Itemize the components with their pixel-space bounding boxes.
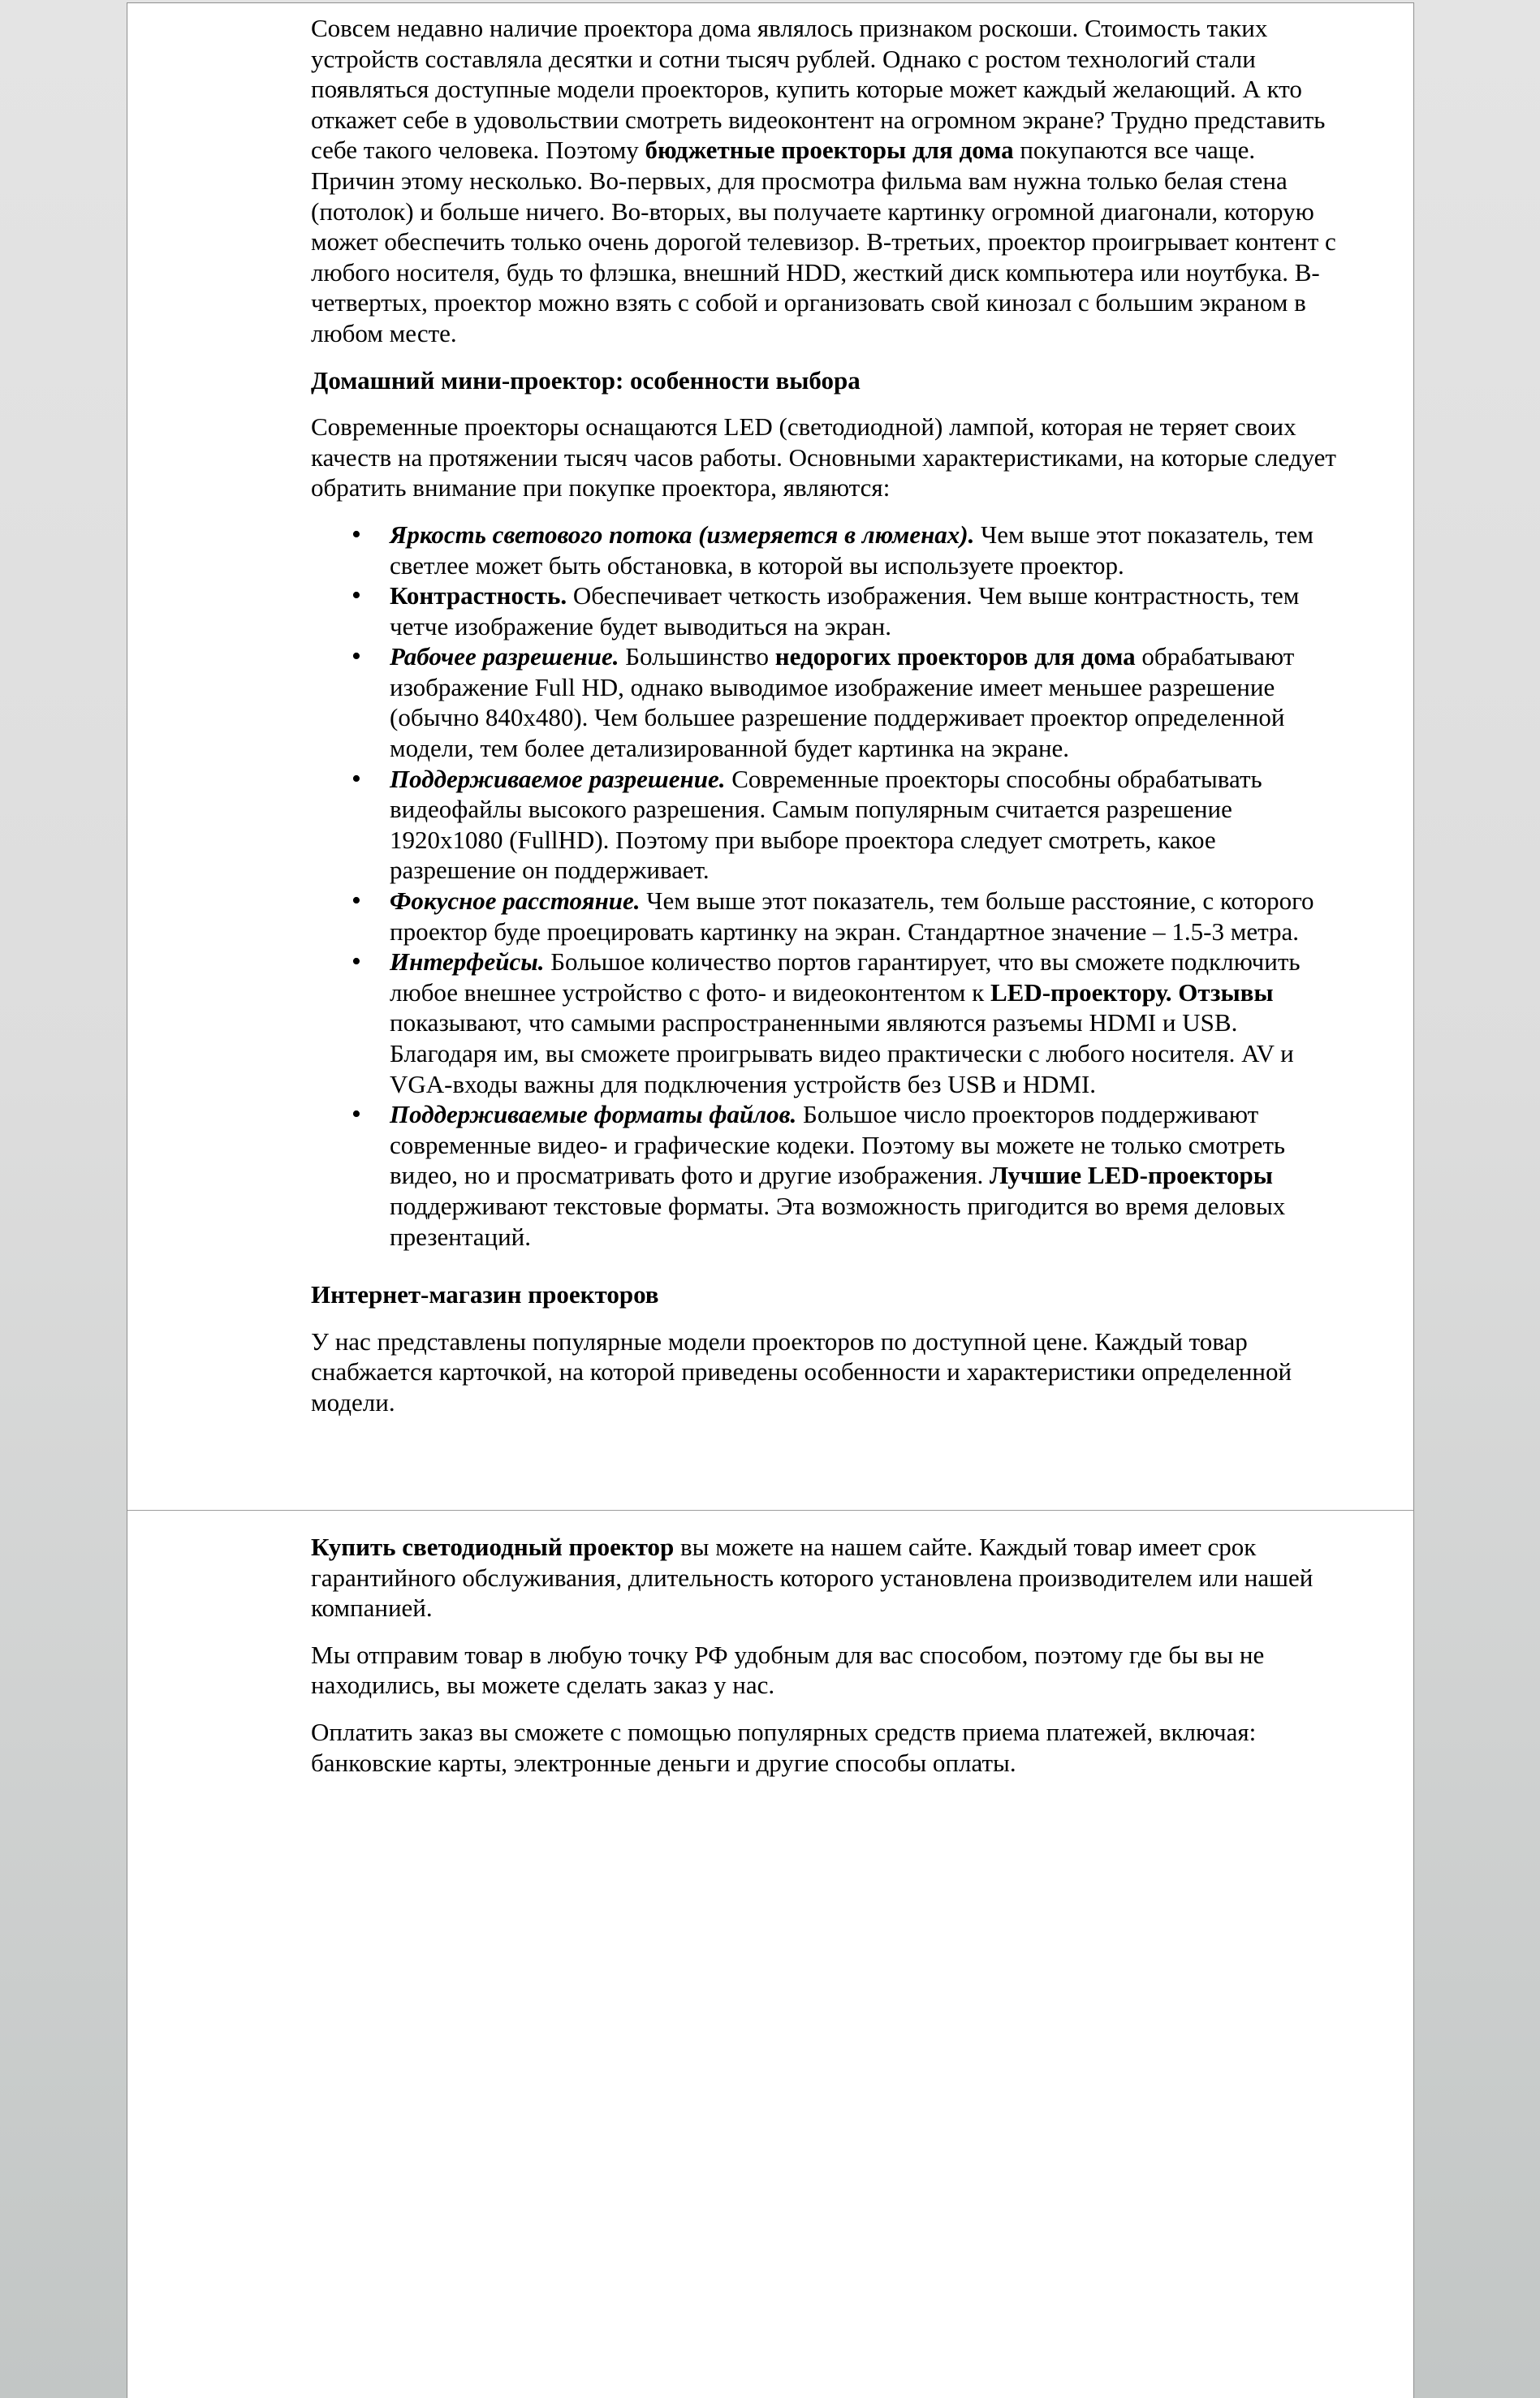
text-run: Современные проекторы способны обрабатывать видеофайлы высокого разрешения. Самым популярным считается разрешение 1920x1080 (FullHD). Поэтому при выборе проектора следует смотреть, какое разрешение он поддерживает. <box>390 764 1262 885</box>
text-run: : особенности выбора <box>615 365 861 395</box>
text-run: показывают, что самыми распространенными являются разъемы HDMI и USB. Благодаря им, вы сможете проигрывать видео практически с любого носителя. AV и VGA-входы важны для подключения устройств без USB и HDMI. <box>390 1008 1294 1098</box>
paragraph <box>311 1326 1336 1418</box>
list-item <box>311 641 1336 763</box>
text-run: Контрастность. <box>390 581 567 610</box>
text-run: обрабатывают изображение Full HD, однако выводимое изображение имеет меньшее разрешение (обычно 840x480). Чем большее разрешение поддерживает проектор определенной модели, тем более детализированной будет картинка на экране. <box>390 642 1295 763</box>
section-heading <box>311 1279 1336 1310</box>
text-run: Обеспечивает четкость изображения. Чем выше контрастность, тем четче изображение будет выводиться на экран. <box>390 581 1300 640</box>
list-item <box>311 947 1336 1099</box>
list-item <box>311 886 1336 947</box>
text-run: вы можете на нашем сайте. Каждый товар имеет срок гарантийного обслуживания, длительность которого установлена производителем или нашей компанией. <box>311 1533 1314 1623</box>
list-item <box>311 764 1336 886</box>
text-run: У нас представлены популярные модели проекторов по доступной цене. Каждый товар снабжается карточкой, на которой приведены особенности и характеристики определенной модели. <box>311 1326 1292 1417</box>
text-run: Современные проекторы оснащаются LED (светодиодной) лампой, которая не теряет своих качеств на протяжении тысяч часов работы. Основными характеристиками, на которые следует обратить внимание при покупке проектора, являются: <box>311 412 1336 502</box>
document-page-2 <box>127 1511 1413 2397</box>
text-run: Большинство <box>619 642 775 671</box>
paragraph <box>311 13 1336 349</box>
paragraph <box>311 1640 1336 1701</box>
text-run: Совсем недавно наличие проектора дома являлось признаком роскоши. Стоимость таких устройств составляла десятки и сотни тысяч рублей. Однако с ростом технологий стали появляться доступные модели проекторов, купить которые может каждый желающий. А кто откажет себе в удовольствии смотреть видеоконтент на огромном экране? Трудно представить себе такого человека. Поэтому <box>311 14 1326 165</box>
paragraph <box>311 412 1336 503</box>
text-run: поддерживают текстовые форматы. Эта возможность пригодится во время деловых презентаций. <box>390 1191 1286 1251</box>
text-run: покупаются все чаще. Причин этому несколько. Во-первых, для просмотра фильма вам нужна только белая стена (потолок) и больше ничего. Во-вторых, вы получаете картинку огромной диагонали, которую может обеспечить только очень дорогой телевизор. В-третьих, проектор проигрывает контент с любого носителя, будь то флэшка, внешний HDD, жесткий диск компьютера или ноутбука. В-четвертых, проектор можно взять с собой и организовать свой кинозал с большим экраном в любом месте. <box>311 136 1336 347</box>
text-run: Большое число проекторов поддерживают современные видео- и графические кодеки. Поэтому вы можете не только смотреть видео, но и просматривать фото и другие изображения. <box>390 1100 1286 1190</box>
text-run: Интерфейсы. <box>390 947 545 977</box>
text-run: Оплатить заказ вы сможете с помощью популярных средств приема платежей, включая: банковские карты, электронные деньги и другие способы оплаты. <box>311 1717 1257 1777</box>
text-run: Чем выше этот показатель, тем больше расстояние, с которого проектор буде проецировать картинку на экран. Стандартное значение – 1.5-3 метра. <box>390 886 1314 946</box>
text-run: Поддерживаемое разрешение. <box>390 764 726 793</box>
text-run: бюджетные проекторы для дома <box>645 136 1014 165</box>
list-item <box>311 1099 1336 1252</box>
text-run: Купить светодиодный проектор <box>311 1533 675 1561</box>
text-run: Чем выше этот показатель, тем светлее может быть обстановка, в которой вы используете проектор. <box>390 520 1314 580</box>
text-run: Фокусное расстояние. <box>390 886 641 916</box>
section-heading <box>311 365 1336 396</box>
text-run: Домашний мини-проектор <box>311 365 615 395</box>
text-run: недорогих проекторов для дома <box>774 642 1136 671</box>
text-run: Рабочее разрешение. <box>390 642 619 671</box>
text-run: Яркость светового потока (измеряется в люменах). <box>390 520 975 549</box>
text-run: LED-проектору. Отзывы <box>990 977 1274 1007</box>
bullet-list <box>311 520 1336 1252</box>
text-run: Большое количество портов гарантирует, что вы сможете подключить любое внешнее устройство с фото- и видеоконтентом к <box>390 947 1301 1007</box>
text-run: Поддерживаемые форматы файлов. <box>390 1100 797 1129</box>
document-page-1 <box>127 3 1413 1511</box>
page-stack <box>127 2 1414 2398</box>
list-item <box>311 580 1336 641</box>
list-item <box>311 520 1336 580</box>
text-run: Мы отправим товар в любую точку РФ удобным для вас способом, поэтому где бы вы не находились, вы можете сделать заказ у нас. <box>311 1640 1265 1700</box>
paragraph <box>311 1717 1336 1778</box>
text-run: Лучшие LED-проекторы <box>990 1161 1273 1190</box>
paragraph <box>311 1532 1336 1624</box>
text-run: Интернет-магазин проекторов <box>311 1280 659 1309</box>
